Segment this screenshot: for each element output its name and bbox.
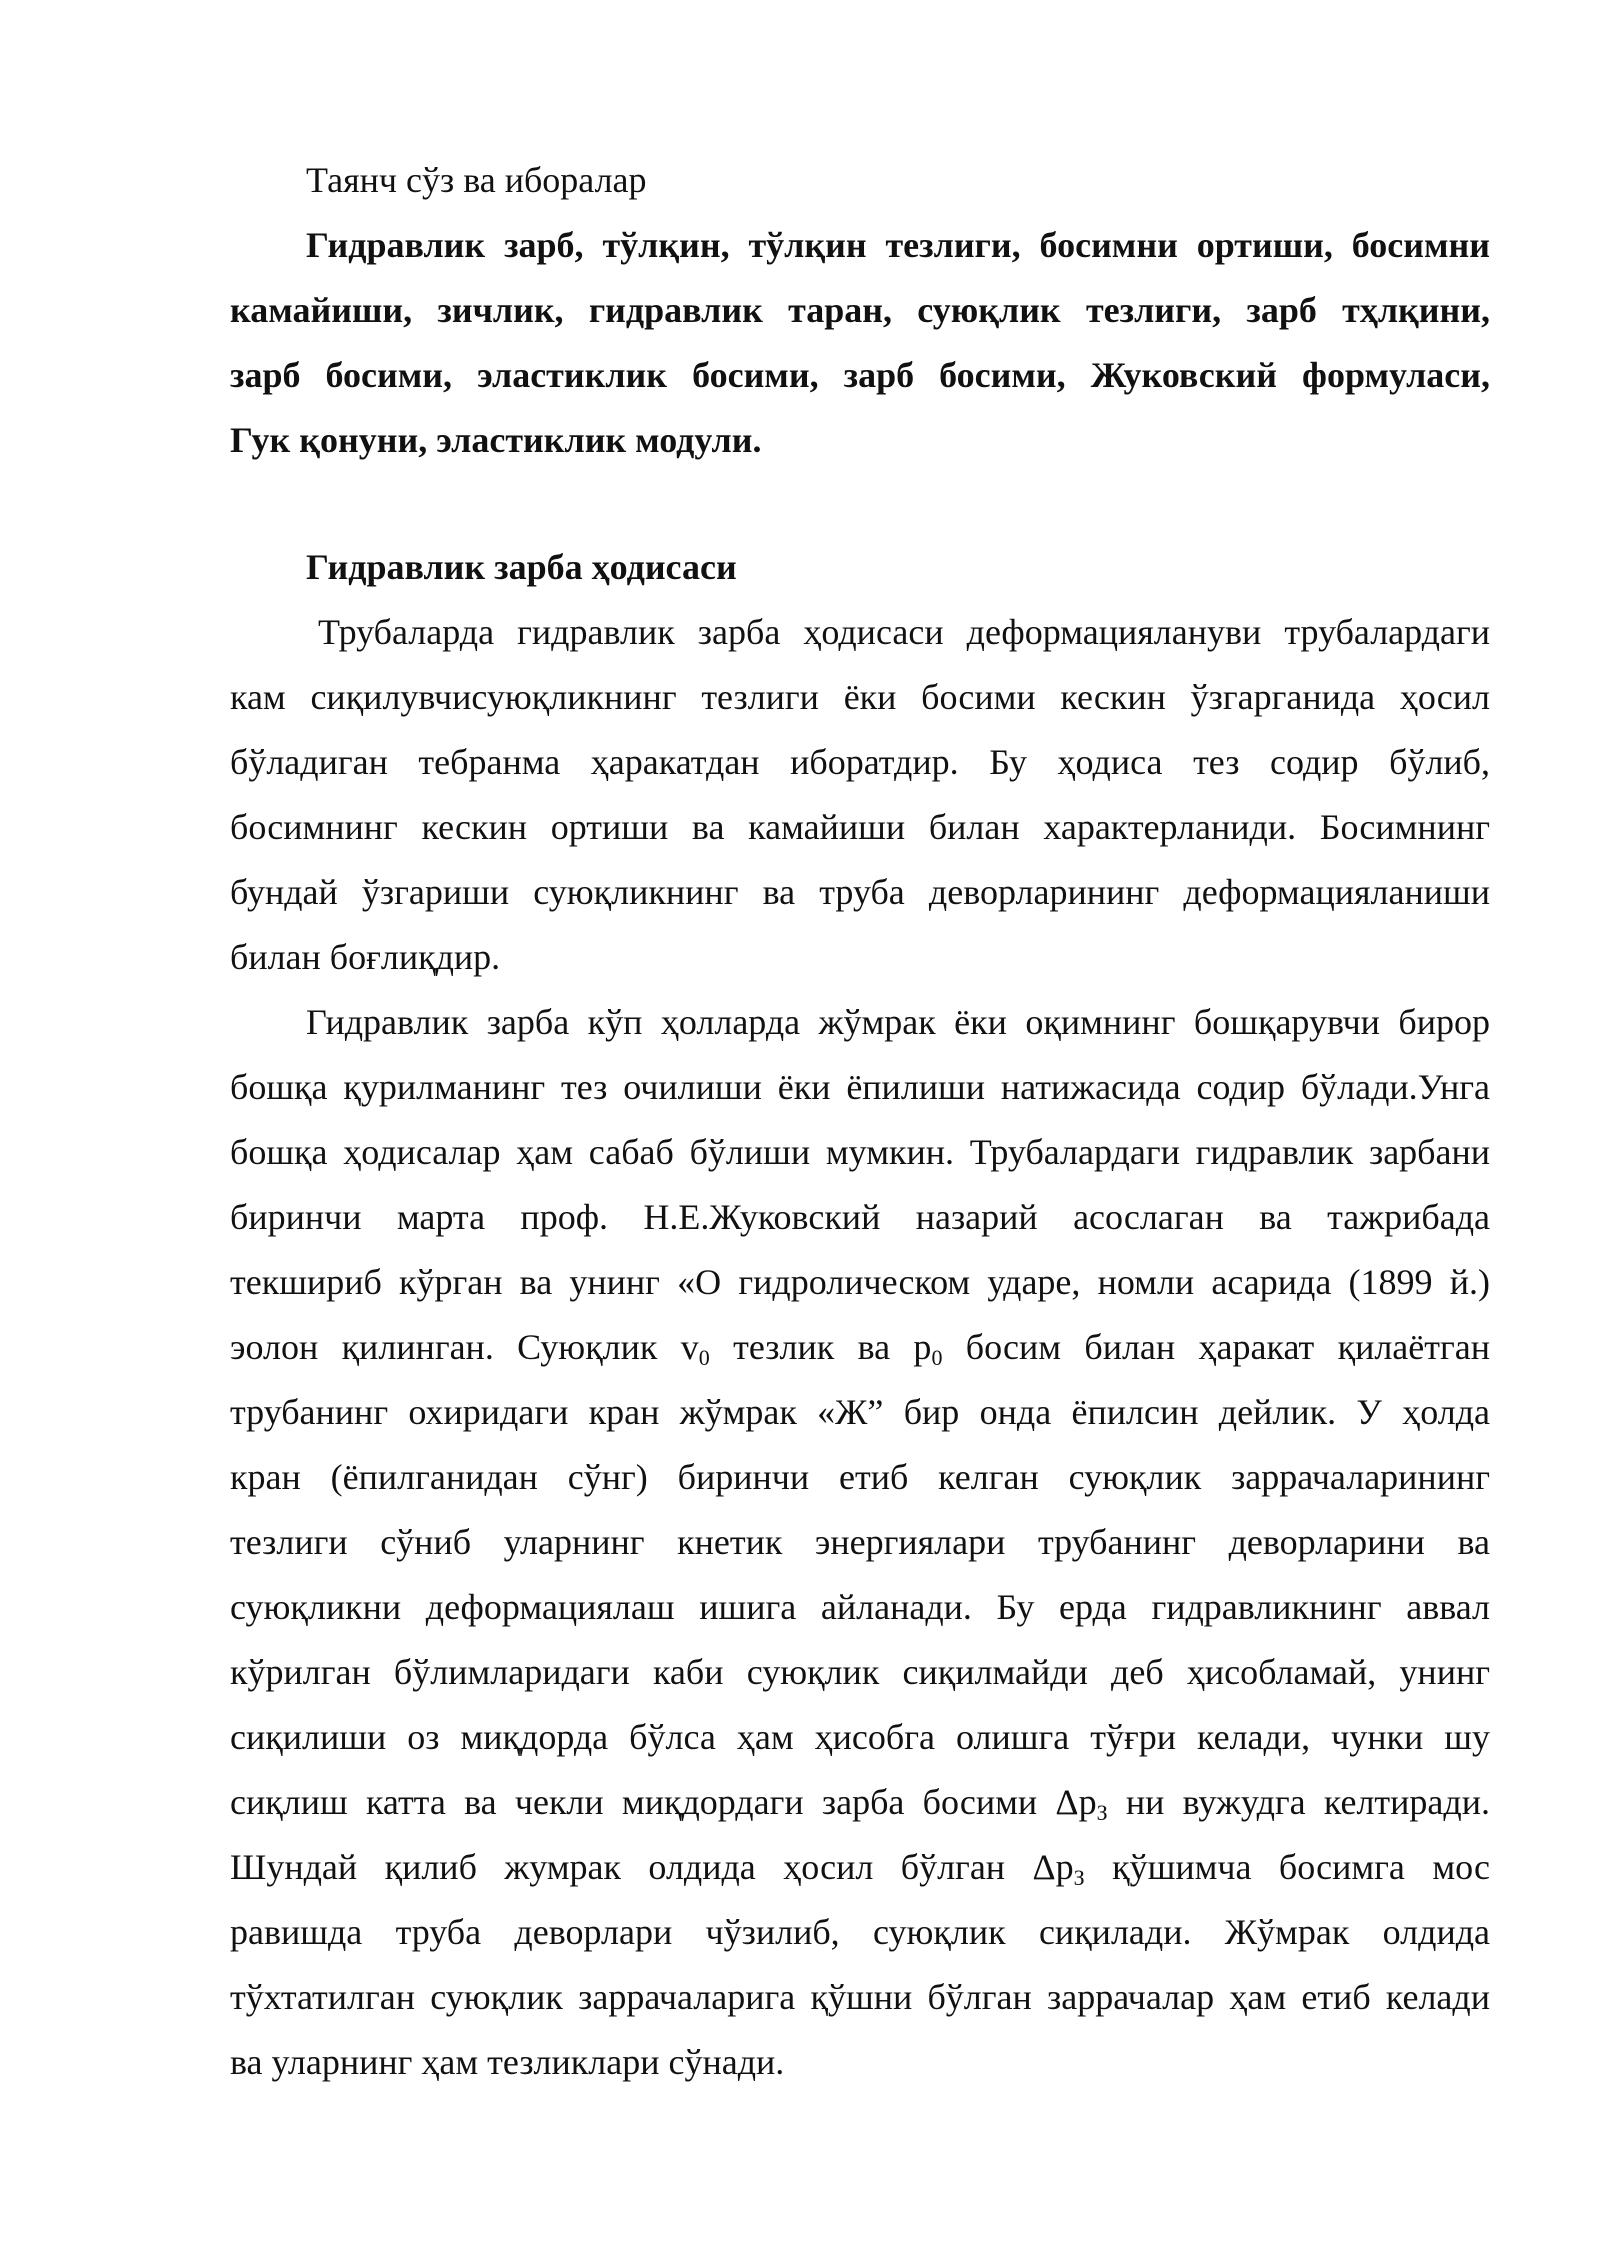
section-title: Гидравлик зарба ҳодисаси [306,547,737,587]
paragraph-line: тўхтатилган суюқлик заррачаларига қўшни бўлган заррачалар ҳам етиб келади [230,1977,1490,2017]
paragraph-line: билан боғлиқдир. [230,937,501,977]
subscript-zero: 0 [931,1345,943,1370]
text-run: Шундай қилиб жумрак олдида ҳосил бўлган Δp [230,1847,1074,1887]
paragraph-line: сиқилиши оз миқдорда бўлса ҳам ҳисобга олишга тўғри келади, чунки шу [230,1717,1490,1757]
paragraph-line: бўладиган тебранма ҳаракатдан иборатдир. Бу ҳодиса тез содир бўлиб, [230,742,1490,782]
paragraph-line: текшириб кўрган ва унинг «О гидролическом ударе, номли асарида (1899 й.) [230,1262,1490,1302]
paragraph-line-with-subscript [230,1835,1490,1900]
keywords-line: зарб босими, эластиклик босими, зарб босими, Жуковский формуласи, [230,355,1490,395]
paragraph-line: равишда труба деворлари чўзилиб, суюқлик сиқилади. Жўмрак олдида [230,1912,1490,1952]
paragraph-line: кам сиқилувчисуюқликнинг тезлиги ёки босими кескин ўзгарганида ҳосил [230,677,1490,717]
document-page [230,148,1490,2095]
paragraph-line: босимнинг кескин ортиши ва камайиши билан характерланиди. Босимнинг [230,807,1490,847]
subscript-z: З [1096,1800,1108,1825]
paragraph-line: бошқа қурилманинг тез очилиши ёки ёпилиши натижасида содир бўлади.Унга [230,1067,1490,1107]
paragraph-1 [230,600,1490,990]
keywords-line: камайиши, зичлик, гидравлик таран, суюқлик тезлиги, зарб тҳлқини, [230,290,1490,330]
paragraph-line: суюқликни деформациялаш ишига айланади. Бу ерда гидравликнинг аввал [230,1587,1490,1627]
text-run: ни вужудга келтиради. [1107,1782,1490,1822]
paragraph-line-with-subscript [230,1770,1490,1835]
paragraph-line: Гидравлик зарба кўп ҳолларда жўмрак ёки оқимнинг бошқарувчи бирор [306,1002,1490,1042]
paragraph-line: бундай ўзгариши суюқликнинг ва труба деворларининг деформацияланиши [230,872,1490,912]
subscript-z: З [1073,1865,1085,1890]
text-run: эолон қилинган. Суюқлик v [230,1327,699,1367]
paragraph-line: тезлиги сўниб уларнинг кнетик энергиялари трубанинг деворларини ва [230,1522,1490,1562]
paragraph-line: Трубаларда гидравлик зарба ҳодисаси деформациялануви трубалардаги [318,612,1490,652]
paragraph-line: бошқа ҳодисалар ҳам сабаб бўлиши мумкин. Трубалардаги гидравлик зарбани [230,1132,1490,1172]
text-run: босим билан ҳаракат қилаётган [942,1327,1490,1367]
paragraph-line: ва уларнинг ҳам тезликлари сўнади. [230,2042,785,2082]
paragraph-line: биринчи марта проф. Н.Е.Жуковский назарий асослаган ва тажрибада [230,1197,1490,1237]
text-run: сиқлиш катта ва чекли миқдордаги зарба босими Δp [230,1782,1097,1822]
section-spacer [230,473,1490,535]
paragraph-line: кран (ёпилганидан сўнг) биринчи етиб келган суюқлик заррачаларининг [230,1457,1490,1497]
subscript-zero: 0 [698,1345,710,1370]
keywords-line: Гук қонуни, эластиклик модули. [230,420,762,460]
keywords-heading: Таянч сўз ва иборалар [306,160,647,200]
keywords-line: Гидравлик зарб, тўлқин, тўлқин тезлиги, босимни ортиши, босимни [306,225,1490,265]
keywords-paragraph [230,213,1490,473]
text-run: тезлик ва p [709,1327,932,1367]
paragraph-line: трубанинг охиридаги кран жўмрак «Ж” бир онда ёпилсин дейлик. У ҳолда [230,1392,1490,1432]
text-run: қўшимча босимга мос [1084,1847,1490,1887]
paragraph-line-with-subscripts [230,1315,1490,1380]
paragraph-line: кўрилган бўлимларидаги каби суюқлик сиқилмайди деб ҳисобламай, унинг [230,1652,1490,1692]
paragraph-2 [230,990,1490,2095]
